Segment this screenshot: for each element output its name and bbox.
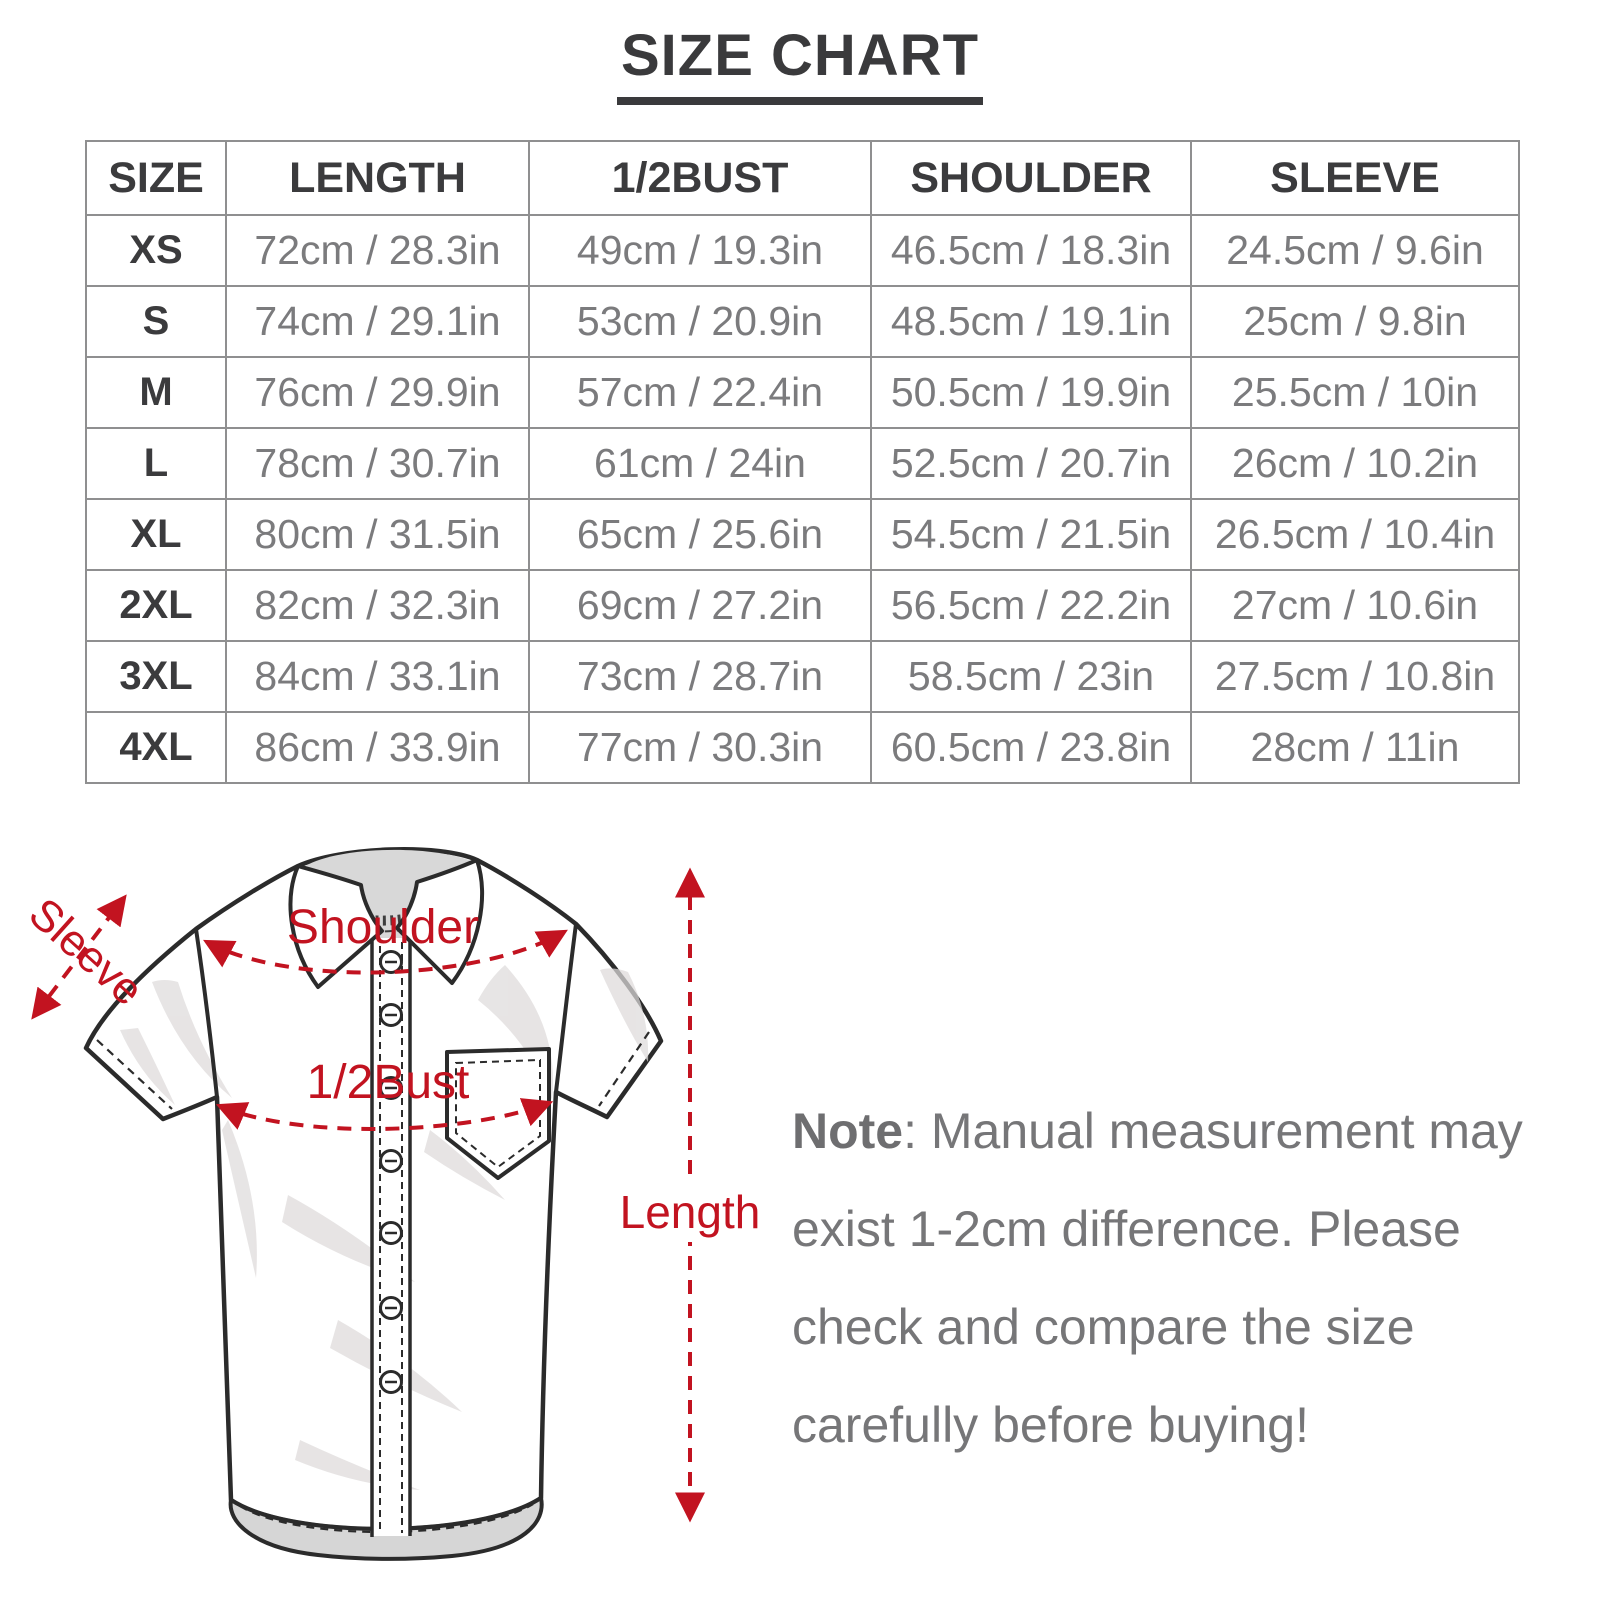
measure-cell: 24.5cm / 9.6in — [1191, 215, 1519, 286]
note-line-text: exist 1-2cm difference. Please — [792, 1201, 1461, 1257]
measure-cell: 60.5cm / 23.8in — [871, 712, 1191, 783]
measure-cell: 58.5cm / 23in — [871, 641, 1191, 712]
measure-cell: 27.5cm / 10.8in — [1191, 641, 1519, 712]
table-row — [86, 712, 1519, 783]
measure-cell: 54.5cm / 21.5in — [871, 499, 1191, 570]
button — [381, 1298, 402, 1319]
column-header-halfbust: 1/2BUST — [529, 141, 871, 215]
measure-cell: 76cm / 29.9in — [226, 357, 529, 428]
button — [381, 1151, 402, 1172]
size-cell: 2XL — [86, 570, 226, 641]
measure-cell: 78cm / 30.7in — [226, 428, 529, 499]
column-header-size: SIZE — [86, 141, 226, 215]
size-table-body — [86, 215, 1519, 783]
note-line — [792, 1082, 1532, 1180]
button — [381, 1372, 402, 1393]
table-header-row — [86, 141, 1519, 215]
note-line — [792, 1376, 1532, 1474]
size-table — [85, 140, 1520, 784]
measure-cell: 50.5cm / 19.9in — [871, 357, 1191, 428]
note-line-text: check and compare the size — [792, 1299, 1415, 1355]
measure-cell: 82cm / 32.3in — [226, 570, 529, 641]
measure-cell: 65cm / 25.6in — [529, 499, 871, 570]
button — [381, 1223, 402, 1244]
shoulder-label: Shoulder — [286, 901, 480, 954]
size-cell: S — [86, 286, 226, 357]
note-line-text: : Manual measurement may — [903, 1103, 1523, 1159]
page-title: SIZE CHART — [617, 26, 983, 105]
column-header-length: LENGTH — [226, 141, 529, 215]
size-cell: XS — [86, 215, 226, 286]
table-row — [86, 428, 1519, 499]
measure-cell: 26.5cm / 10.4in — [1191, 499, 1519, 570]
bust-label: 1/2Bust — [306, 1056, 470, 1109]
button — [381, 952, 402, 973]
size-cell: 4XL — [86, 712, 226, 783]
measure-cell: 57cm / 22.4in — [529, 357, 871, 428]
measure-cell: 28cm / 11in — [1191, 712, 1519, 783]
measure-cell: 49cm / 19.3in — [529, 215, 871, 286]
measure-cell: 52.5cm / 20.7in — [871, 428, 1191, 499]
note-text — [792, 1082, 1532, 1474]
table-row — [86, 570, 1519, 641]
measure-cell: 77cm / 30.3in — [529, 712, 871, 783]
column-header-shoulder: SHOULDER — [871, 141, 1191, 215]
note-line-text: carefully before buying! — [792, 1397, 1309, 1453]
measure-cell: 25cm / 9.8in — [1191, 286, 1519, 357]
button — [381, 1005, 402, 1026]
shirt-diagram — [0, 800, 800, 1600]
size-cell: 3XL — [86, 641, 226, 712]
measure-cell: 73cm / 28.7in — [529, 641, 871, 712]
table-row — [86, 215, 1519, 286]
measure-cell: 27cm / 10.6in — [1191, 570, 1519, 641]
size-cell: L — [86, 428, 226, 499]
measure-cell: 80cm / 31.5in — [226, 499, 529, 570]
measure-cell: 61cm / 24in — [529, 428, 871, 499]
measure-cell: 84cm / 33.1in — [226, 641, 529, 712]
measure-cell: 69cm / 27.2in — [529, 570, 871, 641]
column-header-sleeve: SLEEVE — [1191, 141, 1519, 215]
title-wrap — [0, 23, 1600, 105]
table-row — [86, 499, 1519, 570]
size-cell: M — [86, 357, 226, 428]
measure-cell: 48.5cm / 19.1in — [871, 286, 1191, 357]
shirt-illustration — [86, 849, 661, 1559]
table-row — [86, 641, 1519, 712]
measure-cell: 72cm / 28.3in — [226, 215, 529, 286]
length-label: Length — [619, 1186, 761, 1238]
note-line — [792, 1278, 1532, 1376]
measure-cell: 56.5cm / 22.2in — [871, 570, 1191, 641]
measure-cell: 46.5cm / 18.3in — [871, 215, 1191, 286]
measure-cell: 26cm / 10.2in — [1191, 428, 1519, 499]
measure-cell: 25.5cm / 10in — [1191, 357, 1519, 428]
table-row — [86, 357, 1519, 428]
size-cell: XL — [86, 499, 226, 570]
sleeve-label: Sleeve — [19, 888, 153, 1016]
table-row — [86, 286, 1519, 357]
note-bold-prefix: Note — [792, 1103, 904, 1159]
measure-cell: 74cm / 29.1in — [226, 286, 529, 357]
measure-cell: 86cm / 33.9in — [226, 712, 529, 783]
note-line — [792, 1180, 1532, 1278]
measure-cell: 53cm / 20.9in — [529, 286, 871, 357]
